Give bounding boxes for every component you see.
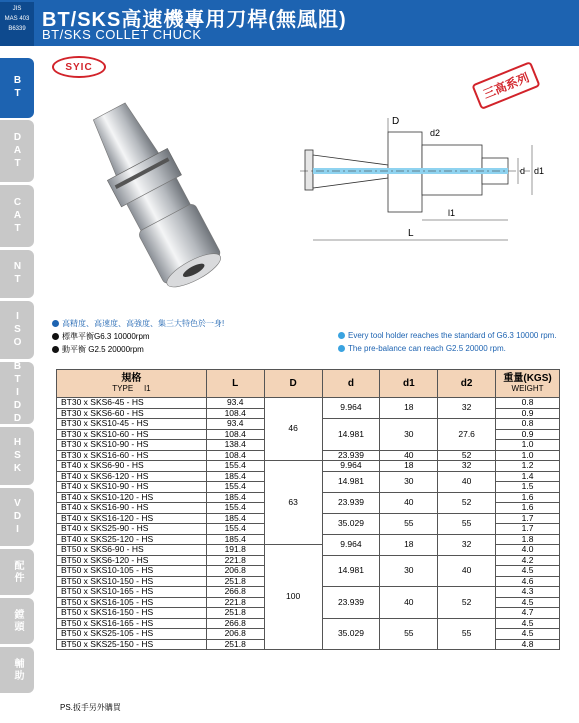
page-subtitle: BT/SKS COLLET CHUCK [42,27,202,42]
table-header-row [57,370,560,398]
feature-line [52,331,150,342]
table-cell: 63 [264,461,322,545]
sidebar-tab[interactable]: CAT [0,185,34,247]
table-cell: 35.029 [322,513,380,534]
table-cell: 1.0 [496,450,560,461]
brand-logo: SYIC [52,56,106,78]
table-cell: BT30 x SKS10-45 - HS [57,419,207,430]
sidebar-tab[interactable]: DAT [0,120,34,182]
table-cell: 108.4 [206,429,264,440]
table-cell: 1.2 [496,461,560,472]
std-code: B6339 [8,26,26,32]
table-cell: 266.8 [206,587,264,598]
col-d2: d2 [438,370,496,398]
table-row [57,461,560,472]
std-code: JIS [12,6,22,12]
table-cell: 221.8 [206,555,264,566]
table-cell: 55 [380,513,438,534]
table-body [57,398,560,650]
table-cell: BT30 x SKS6-45 - HS [57,398,207,409]
table-cell: 155.4 [206,503,264,514]
feature-line-en [338,331,557,340]
table-cell: BT30 x SKS10-90 - HS [57,440,207,451]
table-cell: 221.8 [206,597,264,608]
table-cell: 9.964 [322,398,380,419]
table-cell: 4.5 [496,566,560,577]
table-cell: 4.7 [496,608,560,619]
table-cell: BT40 x SKS6-120 - HS [57,471,207,482]
table-cell: BT50 x SKS16-165 - HS [57,618,207,629]
table-cell: 27.6 [438,419,496,451]
table-cell: 0.9 [496,408,560,419]
sidebar-tab[interactable]: NT [0,250,34,298]
table-cell: 40 [438,471,496,492]
table-cell: 40 [380,492,438,513]
table-cell: BT40 x SKS25-120 - HS [57,534,207,545]
table-cell: 185.4 [206,513,264,524]
table-cell: BT30 x SKS6-60 - HS [57,408,207,419]
table-cell: BT50 x SKS16-105 - HS [57,597,207,608]
table-cell: 185.4 [206,471,264,482]
table-cell: 40 [380,450,438,461]
table-cell: 23.939 [322,587,380,619]
table-cell: 30 [380,419,438,451]
sidebar-tab[interactable]: HSK [0,427,34,485]
table-cell: 1.7 [496,513,560,524]
table-cell: 32 [438,398,496,419]
table-cell: 4.5 [496,618,560,629]
table-cell: 23.939 [322,492,380,513]
table-cell: 32 [438,534,496,555]
table-cell: 0.8 [496,398,560,409]
table-cell: 93.4 [206,419,264,430]
col-D: D [264,370,322,398]
table-cell: 14.981 [322,555,380,587]
table-cell: 30 [380,471,438,492]
table-cell: BT50 x SKS25-105 - HS [57,629,207,640]
table-cell: 55 [380,618,438,650]
label-l1: l1 [448,208,456,218]
col-weight: 重量(KGS) WEIGHT [496,370,560,398]
table-cell: 4.8 [496,639,560,650]
category-sidebar [0,58,34,723]
table-row [57,398,560,409]
table-cell: 206.8 [206,566,264,577]
bullet-icon [52,346,59,353]
bullet-icon [52,333,59,340]
table-cell: 4.5 [496,629,560,640]
table-cell: 206.8 [206,629,264,640]
table-cell: BT50 x SKS6-90 - HS [57,545,207,556]
sidebar-tab[interactable]: BT [0,58,34,118]
table-cell: 18 [380,398,438,419]
table-cell: 155.4 [206,524,264,535]
table-cell: 138.4 [206,440,264,451]
feature-line-en [338,344,506,353]
table-cell: 1.8 [496,534,560,545]
table-cell: 4.5 [496,597,560,608]
table-cell: BT40 x SKS25-90 - HS [57,524,207,535]
table-cell: BT40 x SKS10-90 - HS [57,482,207,493]
bullet-icon [52,320,59,327]
table-cell: 0.8 [496,419,560,430]
table-cell: 55 [438,513,496,534]
feature-text: 高精度、高速度、高強度、集三大特色於一身! [62,319,225,328]
table-cell: 100 [264,545,322,650]
sidebar-tab[interactable]: 鏜頭 [0,598,34,644]
table-cell: BT30 x SKS10-60 - HS [57,429,207,440]
label-d1: d1 [534,166,545,176]
feature-text: 動平衡 G2.5 20000rpm [62,345,144,354]
table-cell: 155.4 [206,461,264,472]
table-cell: 30 [380,555,438,587]
table-cell: 155.4 [206,482,264,493]
table-cell: BT50 x SKS10-165 - HS [57,587,207,598]
feature-list [52,318,562,358]
table-cell: 251.8 [206,576,264,587]
table-cell: 18 [380,534,438,555]
table-cell: BT40 x SKS10-120 - HS [57,492,207,503]
table-cell: 93.4 [206,398,264,409]
sidebar-tab[interactable]: ISO [0,301,34,359]
table-cell: 52 [438,450,496,461]
table-cell: BT50 x SKS6-120 - HS [57,555,207,566]
table-cell: 14.981 [322,419,380,451]
table-cell: 4.0 [496,545,560,556]
table-cell: 52 [438,492,496,513]
sidebar-tab[interactable]: BTIDD [0,362,34,424]
table-cell: 52 [438,587,496,619]
table-cell: 9.964 [322,534,380,555]
label-d: d [520,166,526,176]
table-cell: 191.8 [206,545,264,556]
feature-line [52,344,144,355]
table-cell: 46 [264,398,322,461]
table-cell: 1.4 [496,471,560,482]
sidebar-tab[interactable]: 輔助 [0,647,34,693]
page-title: BT/SKS高速機專用刀桿(無風阻) [42,9,347,31]
table-cell: 251.8 [206,639,264,650]
bullet-icon [338,332,345,339]
table-cell: 0.9 [496,429,560,440]
table-cell: BT40 x SKS16-120 - HS [57,513,207,524]
table-cell: 40 [438,555,496,587]
table-cell: 185.4 [206,492,264,503]
sidebar-tab[interactable]: VDI [0,488,34,546]
col-d1: d1 [380,370,438,398]
table-cell: BT50 x SKS10-150 - HS [57,576,207,587]
feature-text: Every tool holder reaches the standard of G6.3 10000 rpm. [348,331,557,340]
table-cell: 108.4 [206,450,264,461]
table-cell: BT40 x SKS6-90 - HS [57,461,207,472]
table-cell: 23.939 [322,450,380,461]
sidebar-tab[interactable]: 配件 [0,549,34,595]
label-L: L [408,228,414,239]
table-cell: 4.3 [496,587,560,598]
table-cell: 1.6 [496,492,560,503]
table-cell: 14.981 [322,471,380,492]
table-cell: 251.8 [206,608,264,619]
footnote: PS.扳手另外購買 [60,703,121,712]
table-cell: 108.4 [206,408,264,419]
bullet-icon [338,345,345,352]
feature-line [52,318,224,329]
table-cell: 55 [438,618,496,650]
feature-text: The pre-balance can reach G2.5 20000 rpm. [348,344,506,353]
label-D: D [392,116,400,127]
table-cell: 266.8 [206,618,264,629]
table-cell: 1.7 [496,524,560,535]
technical-drawing [300,110,570,260]
table-cell: 18 [380,461,438,472]
std-code: MAS 403 [4,16,30,22]
table-cell: BT40 x SKS16-90 - HS [57,503,207,514]
table-cell: 185.4 [206,534,264,545]
table-cell: BT50 x SKS25-150 - HS [57,639,207,650]
col-type: 規格 TYPE l1 [57,370,207,398]
col-d: d [322,370,380,398]
col-L: L [206,370,264,398]
table-cell: 4.2 [496,555,560,566]
feature-text: 標準平衡G6.3 10000rpm [62,332,150,341]
spec-table [56,369,560,650]
table-cell: 40 [380,587,438,619]
table-cell: 1.6 [496,503,560,514]
table-cell: 35.029 [322,618,380,650]
series-badge: 三高系列 [471,61,540,110]
page-header [0,0,579,46]
table-cell: BT50 x SKS16-150 - HS [57,608,207,619]
table-cell: 32 [438,461,496,472]
collet-chuck-image [55,85,275,305]
standard-codes [0,2,34,46]
label-d2: d2 [430,128,441,138]
table-cell: 9.964 [322,461,380,472]
table-cell: 1.5 [496,482,560,493]
table-cell: BT50 x SKS10-105 - HS [57,566,207,577]
table-cell: 4.6 [496,576,560,587]
table-cell: 1.0 [496,440,560,451]
table-cell: BT30 x SKS16-60 - HS [57,450,207,461]
